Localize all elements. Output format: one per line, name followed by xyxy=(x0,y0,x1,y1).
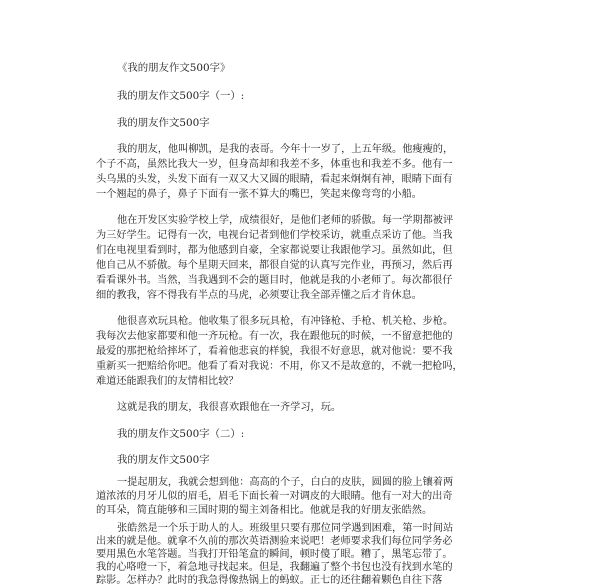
essay-1-heading: 我的朋友作文500字（一）: xyxy=(117,90,245,102)
paragraph-line: 这就是我的朋友，我很喜欢跟他在一齐学习，玩。 xyxy=(117,402,342,413)
paragraph-line: 踪影。怎样办？此时的我急得像热锅上的蚂蚁。正七的还往翻着颗色自往下落 xyxy=(96,575,443,586)
paragraph-line: 他在开发区实验学校上学，成绩很好，是他们老师的骄傲。每一学期都被评 xyxy=(117,215,454,226)
paragraph-line: 们在电视里看到时，都为他感到自豪，全家都说要让我跟他学习。虽然如此，但 xyxy=(96,245,453,256)
paragraph-line: 为三好学生。记得有一次，电视台记者到他们学校采访，就重点采访了他。当我 xyxy=(96,230,453,241)
paragraph-line: 一个翘起的鼻子，鼻子下面有一张不算大的嘴巴，笑起来像弯弯的小船。 xyxy=(96,189,422,200)
paragraph-line: 头乌黑的头发，头发下面有一双又大又圆的眼睛，看起来炯炯有神，眼睛下面有 xyxy=(96,174,453,185)
paragraph-line: 他自己从不骄傲。每个星期天回来，都很自觉的认真写完作业，再预习，然后再 xyxy=(96,260,453,271)
paragraph-line: 个子不高，虽然比我大一岁，但身高却和我差不多，体重也和我差不多。他有一 xyxy=(96,159,453,170)
paragraph-line: 道浓浓的月牙儿似的眉毛，眉毛下面长着一对调皮的大眼睛。他有一对大的出奇 xyxy=(96,491,453,502)
essay-1-subheading: 我的朋友作文500字 xyxy=(117,117,210,129)
document-title: 《我的朋友作文500字》 xyxy=(117,62,231,74)
paragraph-line: 我每次去他家都要和他一齐玩枪。有一次，我在跟他玩的时候，一不留意把他的 xyxy=(96,331,453,342)
paragraph-line: 我的朋友，他叫柳凯，是我的表哥。今年十一岁了，上五年级。他瘦瘦的， xyxy=(117,144,454,155)
paragraph-line: 出来的就是他。就拿不久前的那次英语测验来说吧！老师要求我们每位同学务必 xyxy=(96,536,453,547)
paragraph-line: 一提起朋友，我就会想到他：高高的个子，白白的皮肤，圆圆的脸上镶着两 xyxy=(117,477,454,488)
paragraph-line: 难道还能跟我们的友情相比较？ xyxy=(96,376,239,387)
paragraph-line: 他很喜欢玩具枪。他收集了很多玩具枪，有冲锋枪、手枪、机关枪、步枪。 xyxy=(117,316,454,327)
essay-2-heading: 我的朋友作文500字（二）: xyxy=(117,428,245,440)
paragraph-line: 重新买一把赔给你吧。他看了看对我说：不用，你又不是故意的，不就一把枪吗， xyxy=(96,361,463,372)
paragraph-line: 的耳朵，简直能够和三国时期的蜀主刘备相比。他就是我的好朋友张皓然。 xyxy=(96,505,433,516)
paragraph-line: 要用黑色水笔答题。当我打开铅笔盒的瞬间，顿时傻了眼。糟了，黑笔忘带了。 xyxy=(96,549,453,560)
essay-2-subheading: 我的朋友作文500字 xyxy=(117,454,210,466)
paragraph-line: 最爱的那把枪给摔坏了，看着他悲哀的样貌，我很不好意思，就对他说：要不我 xyxy=(96,346,453,357)
paragraph-line: 张皓然是一个乐于助人的人。班级里只要有那位同学遇到困难，第一时间站 xyxy=(117,523,454,534)
paragraph-line: 我的心咯噔一下，着急地寻找起来。但是，我翻遍了整个书包也没有找到水笔的 xyxy=(96,562,453,573)
paragraph-line: 细的教我，容不得我有半点的马虎，必须要让我全部弄懂之后才肯休息。 xyxy=(96,290,422,301)
paragraph-line: 看看课外书。当然，当我遇到不会的题目时，他就是我的小老师了。每次都很仔 xyxy=(96,275,453,286)
